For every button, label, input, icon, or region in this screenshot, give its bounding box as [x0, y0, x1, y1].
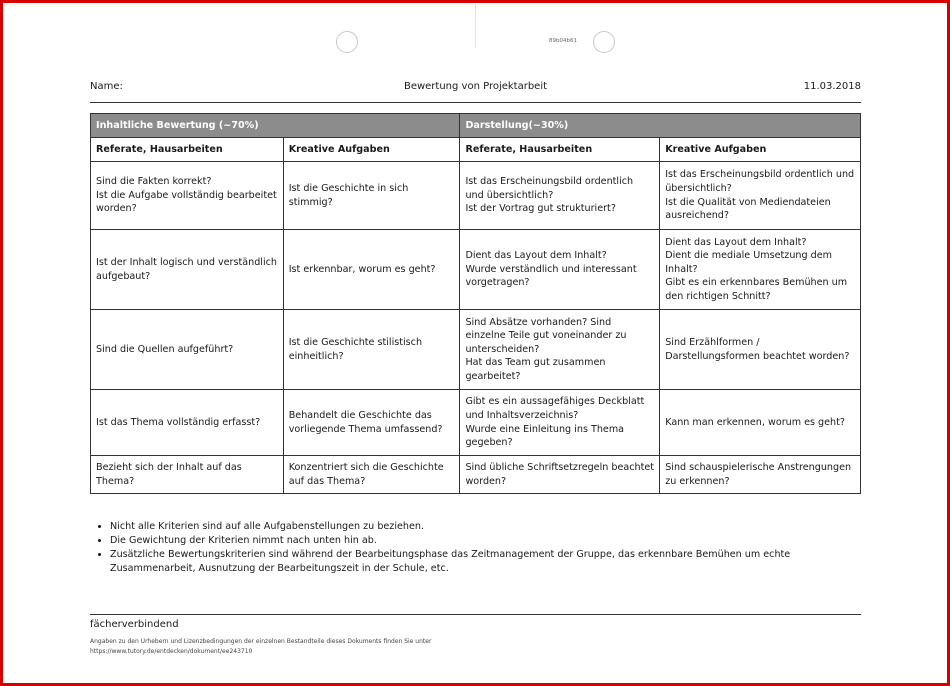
column-header: Kreative Aufgaben	[660, 138, 861, 162]
criteria-cell: Ist erkennbar, worum es geht?	[283, 230, 460, 310]
fold-line	[475, 4, 476, 48]
page-footer	[90, 614, 861, 657]
page-header	[90, 81, 861, 103]
criteria-cell: Behandelt die Geschichte das vorliegende Thema umfassend?	[283, 390, 460, 456]
criteria-cell: Sind übliche Schriftsetzregeln beachtet worden?	[460, 456, 660, 494]
page-date: 11.03.2018	[803, 81, 861, 92]
criteria-cell: Ist das Thema vollständig erfasst?	[91, 390, 284, 456]
page-title: Bewertung von Projektarbeit	[403, 81, 548, 92]
criteria-cell: Bezieht sich der Inhalt auf das Thema?	[91, 456, 284, 494]
license-line: Angaben zu den Urhebern und Lizenzbedingungen der einzelnen Bestandteile dieses Dokuments finden Sie unter	[90, 638, 432, 645]
criteria-cell: Ist die Geschichte stilistisch einheitlich?	[283, 310, 460, 390]
note-item: • Zusätzliche Bewertungskriterien sind während der Bearbeitungsphase das Zeitmanagement der Gruppe, das erkennbare Bemühen um echte Zusammenarbeit, Ausnutzung der Bearbeitungszeit in der Schule, etc.	[110, 548, 856, 576]
criteria-cell: Sind Erzählformen / Darstellungsformen beachtet worden?	[660, 310, 861, 390]
criteria-cell: Dient das Layout dem Inhalt? Wurde verständlich und interessant vorgetragen?	[460, 230, 660, 310]
section-header-row	[91, 114, 861, 138]
notes-section	[96, 520, 856, 576]
column-header: Referate, Hausarbeiten	[460, 138, 660, 162]
note-item: • Die Gewichtung der Kriterien nimmt nach unten hin ab.	[110, 534, 856, 548]
document-id: 89b04b61	[549, 38, 577, 44]
section-header-content: Inhaltliche Bewertung (~70%)	[91, 114, 460, 138]
criteria-cell: Sind die Fakten korrekt? Ist die Aufgabe vollständig bearbeitet worden?	[91, 162, 284, 230]
license-url[interactable]: https://www.tutory.de/entdecken/dokument/ee243710	[90, 648, 253, 655]
criteria-cell: Ist der Inhalt logisch und verständlich aufgebaut?	[91, 230, 284, 310]
subject-tag: fächerverbindend	[90, 619, 179, 630]
criteria-cell: Gibt es ein aussagefähiges Deckblatt und Inhaltsverzeichnis? Wurde eine Einleitung ins Thema gegeben?	[460, 390, 660, 456]
criteria-cell: Ist das Erscheinungsbild ordentlich und übersichtlich? Ist der Vortrag gut strukturiert?	[460, 162, 660, 230]
criteria-cell: Ist die Geschichte in sich stimmig?	[283, 162, 460, 230]
license-text	[90, 637, 861, 657]
column-header: Kreative Aufgaben	[283, 138, 460, 162]
criteria-cell: Sind Absätze vorhanden? Sind einzelne Teile gut voneinander zu unterscheiden? Hat das Team gut zusammen gearbeitet?	[460, 310, 660, 390]
column-header-row	[91, 138, 861, 162]
criteria-cell: Dient das Layout dem Inhalt? Dient die mediale Umsetzung dem Inhalt? Gibt es ein erkennbares Bemühen um den richtigen Schnitt?	[660, 230, 861, 310]
evaluation-table	[90, 113, 861, 494]
punch-hole-left	[336, 31, 358, 53]
criteria-cell: Sind die Quellen aufgeführt?	[91, 310, 284, 390]
criteria-row	[91, 230, 861, 310]
criteria-row	[91, 456, 861, 494]
section-header-presentation: Darstellung(~30%)	[460, 114, 861, 138]
criteria-row	[91, 390, 861, 456]
criteria-cell: Konzentriert sich die Geschichte auf das Thema?	[283, 456, 460, 494]
criteria-cell: Sind schauspielerische Anstrengungen zu erkennen?	[660, 456, 861, 494]
criteria-cell: Ist das Erscheinungsbild ordentlich und übersichtlich? Ist die Qualität von Mediendateien ausreichend?	[660, 162, 861, 230]
name-label: Name:	[90, 81, 123, 92]
note-item: • Nicht alle Kriterien sind auf alle Aufgabenstellungen zu beziehen.	[110, 520, 856, 534]
column-header: Referate, Hausarbeiten	[91, 138, 284, 162]
punch-hole-right	[593, 31, 615, 53]
criteria-cell: Kann man erkennen, worum es geht?	[660, 390, 861, 456]
criteria-row	[91, 310, 861, 390]
criteria-row	[91, 162, 861, 230]
